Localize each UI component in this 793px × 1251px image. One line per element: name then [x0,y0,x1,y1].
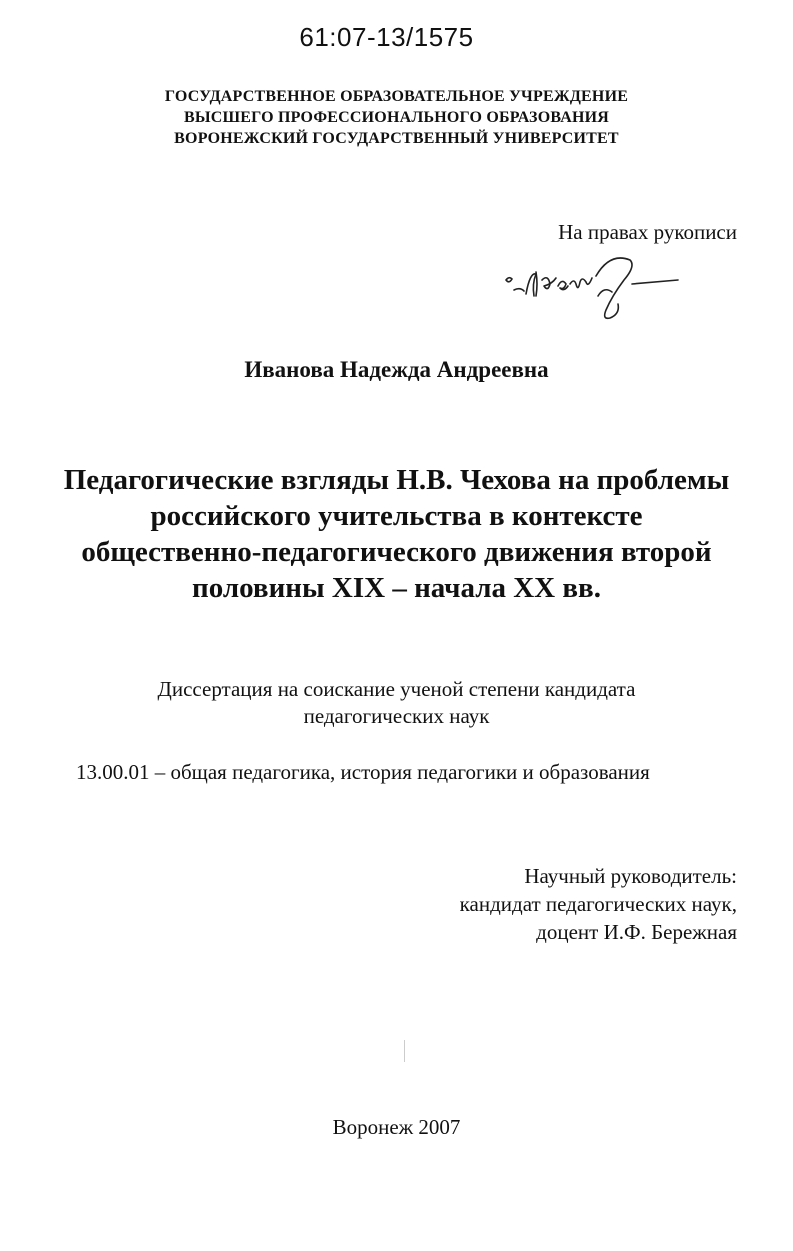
institution-header [0,86,793,149]
supervisor-block [460,862,737,946]
author-name: Иванова Надежда Андреевна [244,357,549,382]
supervisor-degree: кандидат педагогических наук, [459,892,737,916]
thesis-title-line-1: Педагогические взгляды Н.В. Чехова на проблемы [63,464,730,496]
thesis-title-line-4: половины XIX – начала XX вв. [192,572,601,604]
scan-artifact [404,1040,405,1062]
manuscript-note: На правах рукописи [558,220,737,244]
institution-line-3: ВОРОНЕЖСКИЙ ГОСУДАРСТВЕННЫЙ УНИВЕРСИТЕТ [174,130,619,147]
degree-line-1: Диссертация на соискание ученой степени кандидата [157,677,636,701]
degree-statement [0,676,793,730]
institution-line-2: ВЫСШЕГО ПРОФЕССИОНАЛЬНОГО ОБРАЗОВАНИЯ [183,109,610,126]
supervisor-label: Научный руководитель: [524,864,737,888]
catalog-code: 61:07-13/1575 [299,22,474,52]
specialty-code: 13.00.01 – общая педагогика, история педагогики и образования [76,760,650,784]
thesis-title-line-2: российского учительства в контексте [150,500,643,532]
thesis-title [40,462,753,606]
degree-line-2: педагогических наук [303,704,490,728]
thesis-title-line-3: общественно-педагогического движения второй [81,536,712,568]
handwritten-signature [500,250,685,322]
institution-line-1: ГОСУДАРСТВЕННОЕ ОБРАЗОВАТЕЛЬНОЕ УЧРЕЖДЕНИЕ [164,88,629,105]
city-year: Воронеж 2007 [332,1115,461,1139]
supervisor-name: доцент И.Ф. Бережная [536,920,737,944]
